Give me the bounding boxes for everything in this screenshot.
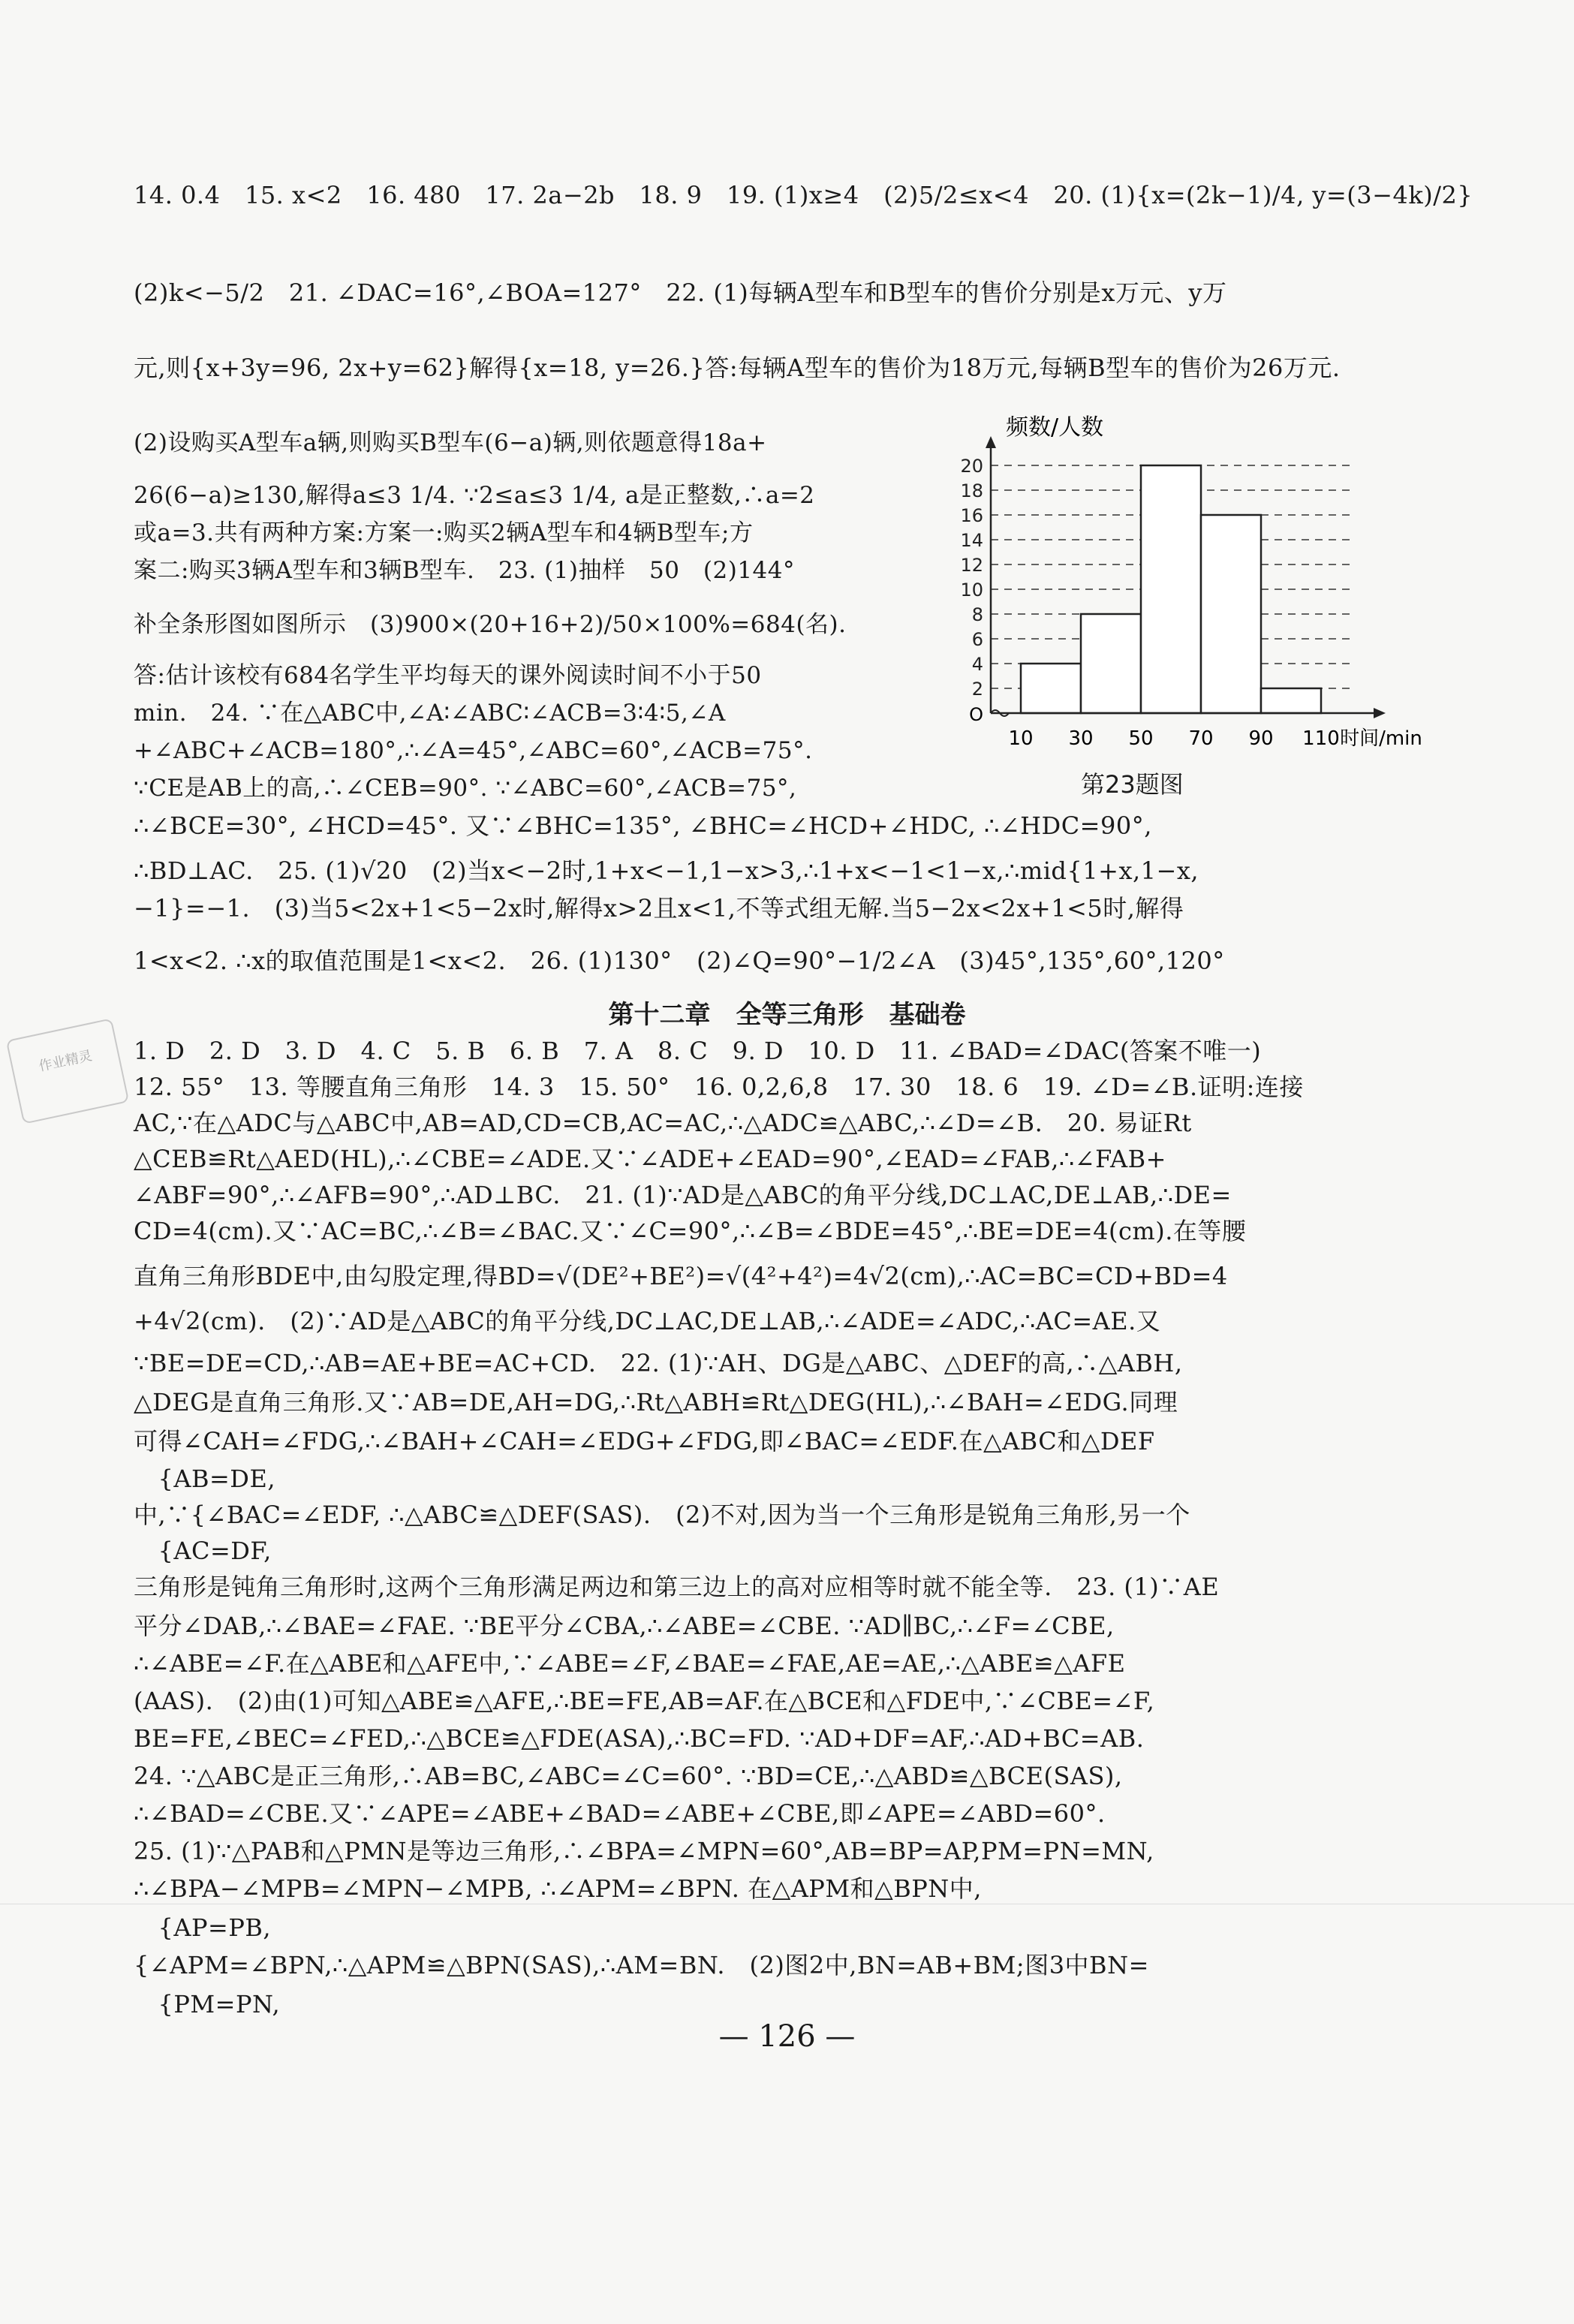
section-heading: 第十二章 全等三角形 基础卷 (608, 1000, 966, 1030)
y-tick-label: 16 (960, 505, 983, 526)
text-line: ∴∠BCE=30°, ∠HCD=45°. 又∵∠BHC=135°, ∠BHC=∠HCD+∠HDC, ∴∠HDC=90°, (134, 811, 1152, 840)
text-line: 14. 0.4 15. x<2 16. 480 17. 2a−2b 18. 9 19. (1)x≥4 (2)5/2≤x<4 20. (1){x=(2k−1)/4, y=(3−4k)/2} (134, 181, 1473, 209)
text-line: ∴∠BAD=∠CBE.又∵∠APE=∠ABE+∠BAD=∠ABE+∠CBE,即∠APE=∠ABD=60°. (134, 1799, 1106, 1828)
x-axis-label: 时间/min (1340, 727, 1422, 750)
y-tick-label: 12 (960, 555, 983, 576)
text-line: ∠ABF=90°,∴∠AFB=90°,∴AD⊥BC. 21. (1)∵AD是△ABC的角平分线,DC⊥AC,DE⊥AB,∴DE= (134, 1181, 1232, 1209)
y-tick-label: 20 (960, 456, 983, 477)
text-line: +4√2(cm). (2)∵AD是△ABC的角平分线,DC⊥AC,DE⊥AB,∴∠ADE=∠ADC,∴AC=AE.又 (134, 1307, 1161, 1335)
x-axis-arrow (1374, 708, 1386, 718)
y-tick-label: 18 (960, 480, 983, 501)
x-tick-label: 50 (1128, 727, 1154, 750)
x-tick-label: 110 (1302, 727, 1340, 750)
y-tick-label: 2 (971, 679, 983, 700)
text-line: BE=FE,∠BEC=∠FED,∴△BCE≌△FDE(ASA),∴BC=FD. ∵AD+DF=AF,∴AD+BC=AB. (134, 1724, 1145, 1753)
text-line: {PM=PN, (134, 1990, 281, 2018)
text-line: 26(6−a)≥130,解得a≤3 1/4. ∵2≤a≤3 1/4, a是正整数,∴a=2 (134, 482, 815, 509)
histogram-bar (1021, 664, 1081, 713)
text-line: 1. D 2. D 3. D 4. C 5. B 6. B 7. A 8. C 9. D 10. D 11. ∠BAD=∠DAC(答案不唯一) (134, 1037, 1262, 1065)
text-line: 可得∠CAH=∠FDG,∴∠BAH+∠CAH=∠EDG+∠FDG,即∠BAC=∠EDF.在△ABC和△DEF (134, 1427, 1155, 1456)
text-line: ∵CE是AB上的高,∴∠CEB=90°. ∵∠ABC=60°,∠ACB=75°, (134, 775, 797, 802)
text-line: {AP=PB, (134, 1913, 272, 1942)
histogram-chart (938, 409, 1422, 762)
y-tick-label: 6 (971, 629, 983, 650)
y-tick-label: 8 (971, 604, 983, 625)
y-tick-label: 4 (971, 654, 983, 675)
text-line: {AB=DE, (134, 1465, 275, 1493)
text-line: 补全条形图如图所示 (3)900×(20+16+2)/50×100%=684(名). (134, 611, 847, 638)
text-line: −1}=−1. (3)当5<2x+1<5−2x时,解得x>2且x<1,不等式组无解.当5−2x<2x+1<5时,解得 (134, 894, 1184, 923)
text-line: ∴∠ABE=∠F.在△ABE和△AFE中,∵∠ABE=∠F,∠BAE=∠FAE,AE=AE,∴△ABE≌△AFE (134, 1649, 1126, 1678)
text-line: 12. 55° 13. 等腰直角三角形 14. 3 15. 50° 16. 0,2,6,8 17. 30 18. 6 19. ∠D=∠B.证明:连接 (134, 1073, 1304, 1101)
text-line: 三角形是钝角三角形时,这两个三角形满足两边和第三边上的高对应相等时就不能全等. 23. (1)∵AE (134, 1573, 1220, 1601)
histogram-bar (1081, 614, 1141, 713)
text-line: (2)设购买A型车a辆,则购买B型车(6−a)辆,则依题意得18a+ (134, 429, 767, 456)
stamp-text: 作业精灵 (37, 1048, 94, 1075)
text-line: (2)k<−5/2 21. ∠DAC=16°,∠BOA=127° 22. (1)每辆A型车和B型车的售价分别是x万元、y万 (134, 278, 1227, 307)
histogram-bar (1261, 688, 1321, 713)
text-line: {∠APM=∠BPN,∴△APM≌△BPN(SAS),∴AM=BN. (2)图2中,BN=AB+BM;图3中BN= (134, 1951, 1149, 1979)
text-line: 元,则{x+3y=96, 2x+y=62}解得{x=18, y=26.}答:每辆A型车的售价为18万元,每辆B型车的售价为26万元. (134, 354, 1341, 382)
x-tick-label: 90 (1248, 727, 1274, 750)
text-line: 或a=3.共有两种方案:方案一:购买2辆A型车和4辆B型车;方 (134, 519, 754, 546)
x-tick-label: 10 (1008, 727, 1034, 750)
text-line: 24. ∵△ABC是正三角形,∴AB=BC,∠ABC=∠C=60°. ∵BD=CE,∴△ABD≌△BCE(SAS), (134, 1762, 1123, 1790)
text-line: 答:估计该校有684名学生平均每天的课外阅读时间不小于50 (134, 662, 762, 689)
text-line: CD=4(cm).又∵AC=BC,∴∠B=∠BAC.又∵∠C=90°,∴∠B=∠BDE=45°,∴BE=DE=4(cm).在等腰 (134, 1217, 1247, 1245)
text-line: AC,∵在△ADC与△ABC中,AB=AD,CD=CB,AC=AC,∴△ADC≌△ABC,∴∠D=∠B. 20. 易证Rt (134, 1109, 1192, 1137)
x-tick-label: 70 (1188, 727, 1214, 750)
y-axis-arrow (986, 436, 996, 448)
text-line: ∴BD⊥AC. 25. (1)√20 (2)当x<−2时,1+x<−1,1−x>3,∴1+x<−1<1−x,∴mid{1+x,1−x, (134, 856, 1199, 885)
origin-label: O (969, 704, 983, 725)
figure-caption: 第23题图 (1081, 770, 1184, 799)
y-tick-label: 14 (960, 530, 983, 551)
histogram-bar (1141, 465, 1201, 713)
y-tick-label: 10 (960, 579, 983, 601)
text-line: ∴∠BPA−∠MPB=∠MPN−∠MPB, ∴∠APM=∠BPN. 在△APM和△BPN中, (134, 1874, 982, 1903)
text-line: ∵BE=DE=CD,∴AB=AE+BE=AC+CD. 22. (1)∵AH、DG是△ABC、△DEF的高,∴△ABH, (134, 1349, 1183, 1377)
text-line: △CEB≌Rt△AED(HL),∴∠CBE=∠ADE.又∵∠ADE+∠EAD=90°,∠EAD=∠FAB,∴∠FAB+ (134, 1145, 1166, 1173)
text-line: 直角三角形BDE中,由勾股定理,得BD=√(DE²+BE²)=√(4²+4²)=4√2(cm),∴AC=BC=CD+BD=4 (134, 1262, 1228, 1290)
x-tick-label: 30 (1068, 727, 1094, 750)
histogram-bar (1201, 515, 1261, 713)
text-line: 25. (1)∵△PAB和△PMN是等边三角形,∴∠BPA=∠MPN=60°,AB=BP=AP,PM=PN=MN, (134, 1837, 1154, 1865)
text-line: +∠ABC+∠ACB=180°,∴∠A=45°,∠ABC=60°,∠ACB=75°. (134, 737, 813, 764)
text-line: (AAS). (2)由(1)可知△ABE≌△AFE,∴BE=FE,AB=AF.在△BCE和△FDE中,∵∠CBE=∠F, (134, 1687, 1155, 1715)
watermark-stamp (6, 1018, 130, 1124)
text-line: 平分∠DAB,∴∠BAE=∠FAE. ∵BE平分∠CBA,∴∠ABE=∠CBE. ∵AD∥BC,∴∠F=∠CBE, (134, 1612, 1115, 1640)
text-line: 中,∵{∠BAC=∠EDF, ∴△ABC≌△DEF(SAS). (2)不对,因为当一个三角形是锐角三角形,另一个 (134, 1501, 1190, 1529)
page-number: — 126 — (718, 2019, 856, 2054)
text-line: 案二:购买3辆A型车和3辆B型车. 23. (1)抽样 50 (2)144° (134, 557, 796, 584)
text-line: min. 24. ∵在△ABC中,∠A∶∠ABC∶∠ACB=3∶4∶5,∠A (134, 700, 726, 727)
text-line: {AC=DF, (134, 1537, 272, 1565)
text-line: △DEG是直角三角形.又∵AB=DE,AH=DG,∴Rt△ABH≌Rt△DEG(HL),∴∠BAH=∠EDG.同理 (134, 1388, 1178, 1416)
text-line: 1<x<2. ∴x的取值范围是1<x<2. 26. (1)130° (2)∠Q=90°−1/2∠A (3)45°,135°,60°,120° (134, 947, 1225, 975)
y-axis-label: 频数/人数 (1006, 414, 1104, 441)
